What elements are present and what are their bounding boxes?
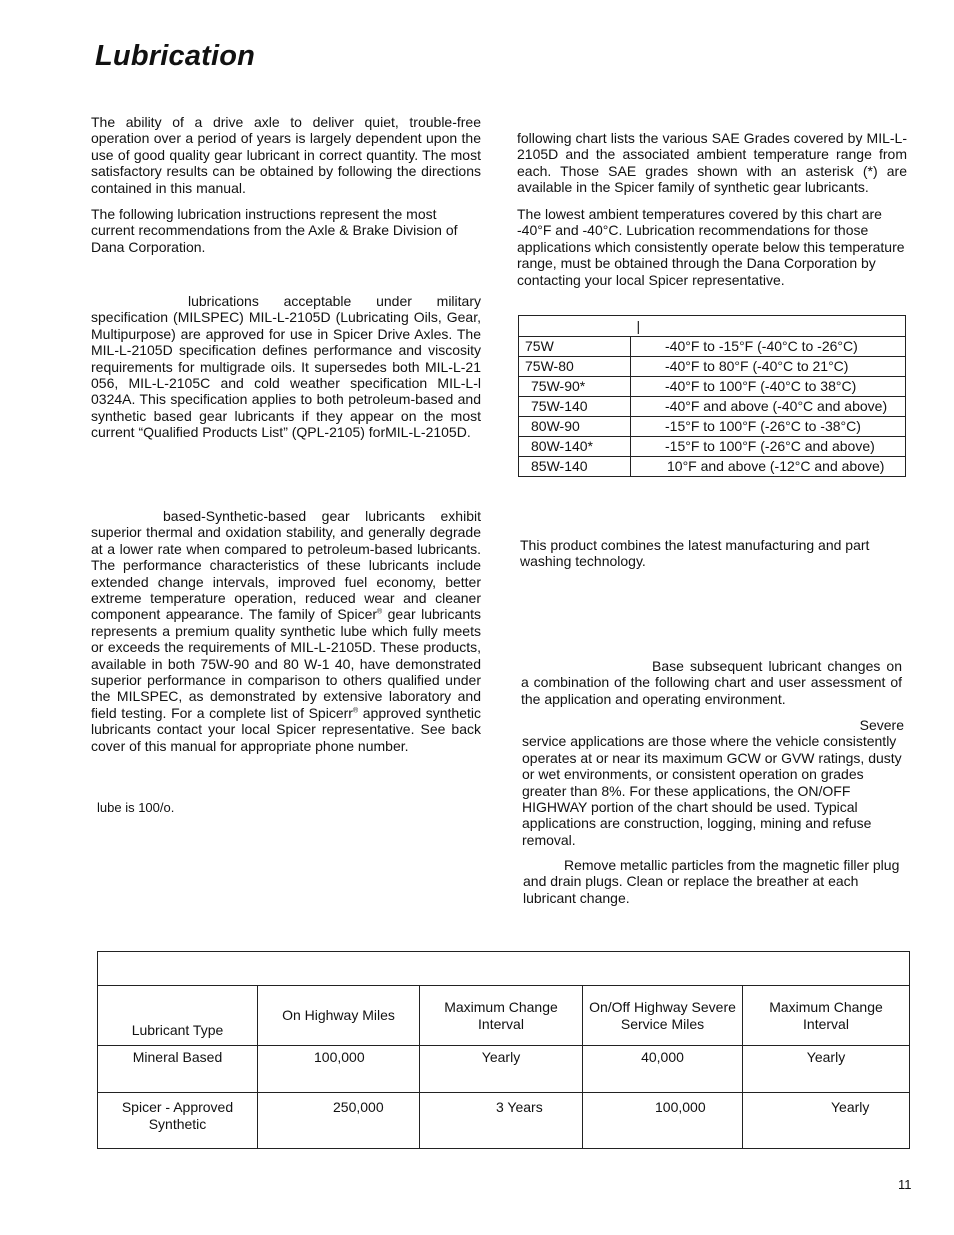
table-row	[519, 397, 906, 417]
maintenance-text: Remove metallic particles from the magnetic filler plug and drain plugs. Clean or replace the breather at each lubricant change.	[523, 857, 900, 906]
service-table-header-row	[98, 986, 910, 1046]
table-row	[519, 457, 906, 477]
service-table-title-row	[98, 952, 910, 986]
lubricant-type-cell: Spicer - Approved Synthetic	[98, 1093, 258, 1149]
sae-grade: 75W-80	[519, 357, 631, 377]
max-interval-cell: Yearly	[420, 1046, 583, 1093]
on-highway-miles-cell: 250,000	[258, 1093, 420, 1149]
sae-intro-text: following chart lists the various SAE Grades covered by MIL-L-2105D and the associated ambient temperature range from each. Those SAE grades shown with an asterisk (*) are available in the Spicer family of synthetic gear lubricants.	[517, 130, 907, 196]
sae-range: -15°F to 100°F (-26°C and above)	[631, 437, 906, 457]
sae-range: -40°F and above (-40°C and above)	[631, 397, 906, 417]
severe-interval-cell: Yearly	[743, 1093, 910, 1149]
sae-range: -40°F to 80°F (-40°C to 21°C)	[631, 357, 906, 377]
change-interval-text: Base subsequent lubricant changes on a combination of the following chart and user assessment of the application and operating environment.	[521, 658, 902, 707]
on-highway-miles-cell: 100,000	[258, 1046, 420, 1093]
severe-label: Severe	[859, 717, 904, 733]
severe-service-paragraph	[522, 717, 904, 848]
lubricant-type-cell: Mineral Based	[98, 1046, 258, 1093]
severe-interval-cell: Yearly	[743, 1046, 910, 1093]
change-interval-paragraph	[521, 658, 902, 707]
col-header-on-highway-miles: On Highway Miles	[258, 986, 420, 1046]
sae-range: -40°F to -15°F (-40°C to -26°C)	[631, 337, 906, 357]
intro-text: The ability of a drive axle to deliver quiet, trouble-free operation over a period of years is largely dependent upon the use of good quality gear lubricant in correct quantity. The most satisfactory results can be obtained by following the directions contained in this manual.	[91, 114, 481, 196]
product-paragraph	[520, 537, 910, 570]
sae-range: -15°F to 100°F (-26°C to -38°C)	[631, 417, 906, 437]
sae-grade-table	[518, 315, 906, 477]
table-row	[519, 417, 906, 437]
table-row	[519, 377, 906, 397]
sae-grade: 75W	[519, 337, 631, 357]
registered-mark: ®	[377, 608, 383, 616]
page-title: Lubrication	[95, 40, 256, 72]
col-header-severe-service-miles: On/Off Highway Severe Service Miles	[583, 986, 743, 1046]
synthetic-paragraph	[91, 508, 481, 754]
sae-header-mark: |	[631, 316, 906, 337]
severe-miles-cell: 100,000	[583, 1093, 743, 1149]
sae-grade: 75W-90*	[519, 377, 631, 397]
milspec-text: lubrications acceptable under military specification (MILSPEC) MIL-L-2105D (Lubricating Oils, Gear, Multipurpose) are approved for use in Spicer Drive Axles. The MIL-L-2105D specification defines performance and viscosity requirements for multigrade oils. It supersedes both MIL-L-21 056, MIL-L-2105C and cold weather specification MIL-L-l 0324A. This specification applies to both petroleum-based and synthetic based gear lubricants if they appear on the most current “Qualified Products List” (QPL-2105) forMIL-L-2105D.	[91, 293, 481, 441]
sae-grade: 85W-140	[519, 457, 631, 477]
recommendations-text: The following lubrication instructions represent the most current recommendations from the Axle & Brake Division of Dana Corporation.	[91, 206, 458, 255]
sae-intro-paragraph	[517, 130, 907, 196]
sae-grade: 80W-90	[519, 417, 631, 437]
severe-service-text: service applications are those where the vehicle consistently operates at or near its maximum GCW or GVW ratings, dusty or wet environments, or consistent operation on grades greater than 8%. For these applications, the ON/OFF HIGHWAY portion of the chart should be used. Typical applications are construction, logging, mining and refuse removal.	[522, 733, 902, 848]
table-row	[519, 357, 906, 377]
synthetic-text	[91, 508, 481, 754]
lube-note-text: lube is 100/o.	[97, 800, 175, 815]
max-interval-cell: 3 Years	[420, 1093, 583, 1149]
low-temp-text: The lowest ambient temperatures covered by this chart are -40°F and -40°C. Lubrication recommendations for those applications which consistently operate below this temperature range, must be obtained through the Dana Corporation by contacting your local Spicer representative.	[517, 206, 905, 288]
low-temp-paragraph	[517, 206, 907, 288]
synthetic-text-c: approved synthetic lubricants contact your local Spicer representative. See back cover of this manual for appropriate phone number.	[91, 704, 482, 754]
product-text: This product combines the latest manufacturing and part washing technology.	[520, 537, 870, 570]
sae-range: -40°F to 100°F (-40°C to 38°C)	[631, 377, 906, 397]
table-row	[98, 1093, 910, 1149]
sae-header-cell	[519, 316, 631, 337]
lube-note	[97, 800, 487, 816]
intro-paragraph	[91, 114, 481, 196]
milspec-paragraph	[91, 293, 481, 441]
service-table-title-cell	[98, 952, 910, 986]
synthetic-text-b: gear lubricants represents a premium quality synthetic lube which fully meets or exceeds the requirements of MIL-L-2105D. These products, available in both 75W-90 and 80 W-1 40, have demonstrated superior performance in comparison to others qualified under the MILSPEC, as demonstrated by extensive laboratory and field testing. For a complete list of Spicerr	[91, 606, 482, 721]
synthetic-text-a: based-Synthetic-based gear lubricants exhibit superior thermal and oxidation stability, and generally degrade at a lower rate when compared to petroleum-based lubricants. The performance characteristics of these lubricants include extended change intervals, improved fuel economy, better extreme temperature operation, reduced wear and cleaner component appearance. The family of Spicer	[91, 508, 481, 623]
page-number: 11	[898, 1177, 912, 1192]
col-header-max-change-interval: Maximum Change Interval	[420, 986, 583, 1046]
table-row	[519, 337, 906, 357]
sae-grade: 80W-140*	[519, 437, 631, 457]
sae-grade: 75W-140	[519, 397, 631, 417]
table-row	[98, 1046, 910, 1093]
sae-header-row	[519, 316, 906, 337]
service-interval-table	[97, 951, 910, 1149]
col-header-max-change-interval-severe: Maximum Change Interval	[743, 986, 910, 1046]
col-header-lubricant-type: Lubricant Type	[98, 986, 258, 1046]
maintenance-paragraph	[523, 857, 905, 906]
table-row	[519, 437, 906, 457]
registered-mark: ®	[352, 707, 359, 715]
severe-miles-cell: 40,000	[583, 1046, 743, 1093]
recommendations-paragraph	[91, 206, 481, 255]
sae-range: 10°F and above (-12°C and above)	[631, 457, 906, 477]
